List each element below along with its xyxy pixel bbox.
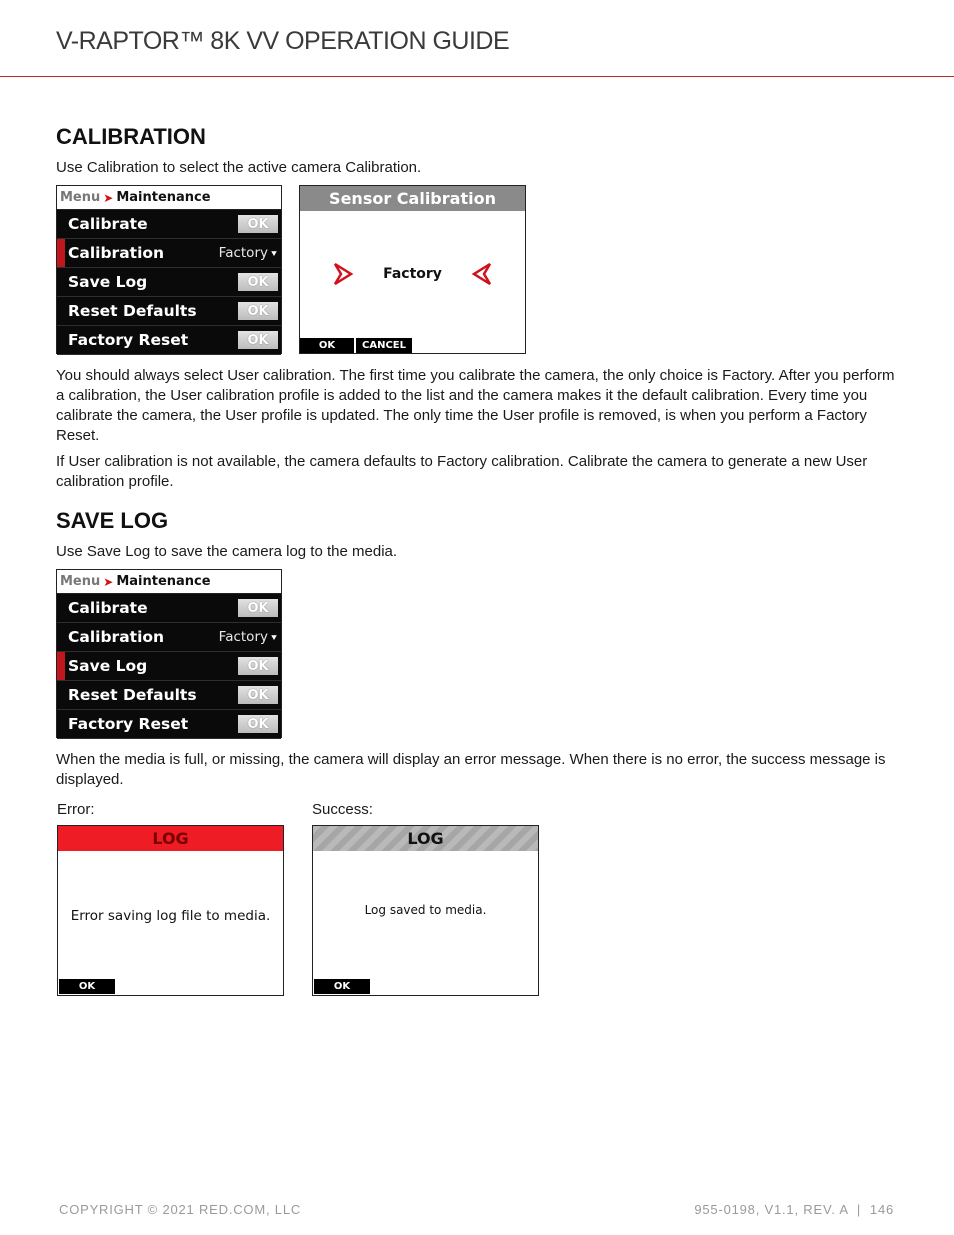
menu-item-label: Calibration (68, 628, 165, 646)
menu-item-calibration (57, 239, 281, 268)
save-log-heading: SAVE LOG (56, 508, 169, 533)
dialog-body (300, 211, 525, 337)
breadcrumb-current: Maintenance (116, 190, 211, 205)
softkey-bar (300, 338, 414, 353)
breadcrumb-menu: Menu (60, 190, 101, 205)
calibration-value: Factory ⯆ (218, 629, 278, 645)
menu-item-calibrate (57, 594, 281, 623)
menu-item-label: Reset Defaults (68, 686, 197, 704)
menu-item-label: Factory Reset (68, 715, 189, 733)
ok-softkey: OK (59, 979, 115, 994)
chevron-right-icon: ➤ (103, 190, 114, 205)
menu-item-label: Reset Defaults (68, 302, 197, 320)
calibration-intro: Use Calibration to select the active camera Calibration. (56, 159, 422, 176)
save-log-menu-screenshot (56, 569, 282, 738)
document-title: V-RAPTOR™ 8K VV OPERATION GUIDE (56, 27, 510, 55)
ok-softkey: OK (300, 338, 354, 353)
ok-button: OK (238, 686, 278, 704)
ok-button: OK (238, 215, 278, 233)
menu-item-reset-defaults (57, 297, 281, 326)
save-log-intro: Use Save Log to save the camera log to the media. (56, 543, 398, 560)
dialog-title: Sensor Calibration (300, 186, 525, 211)
arrow-right-icon (332, 262, 354, 286)
menu-item-factory-reset (57, 326, 281, 355)
menu-item-calibrate (57, 210, 281, 239)
log-error-title: LOG (58, 826, 283, 851)
arrow-left-icon (471, 262, 493, 286)
menu-item-factory-reset (57, 710, 281, 739)
menu-item-label: Calibrate (68, 215, 148, 233)
ok-button: OK (238, 302, 278, 320)
chevron-right-icon: ➤ (103, 574, 114, 589)
ok-softkey: OK (314, 979, 370, 994)
breadcrumb-menu: Menu (60, 574, 101, 589)
calibration-menu-screenshot (56, 185, 282, 354)
sensor-calibration-dialog (299, 185, 526, 354)
menu-item-label: Calibration (68, 244, 165, 262)
calibration-paragraph-2: If User calibration is not available, the camera defaults to Factory calibration. Calibrate the camera to generate a new User calibration profile. (56, 453, 868, 490)
cancel-softkey: CANCEL (356, 338, 412, 353)
menu-item-label: Calibrate (68, 599, 148, 617)
ok-button: OK (238, 715, 278, 733)
footer-copyright: COPYRIGHT © 2021 RED.COM, LLC (59, 1202, 302, 1217)
error-label: Error: (57, 801, 95, 818)
save-log-paragraph: When the media is full, or missing, the camera will display an error message. When there is no error, the success message is displayed. (56, 751, 886, 788)
menu-item-save-log (57, 652, 281, 681)
calibration-value: Factory ⯆ (218, 245, 278, 261)
calibration-heading: CALIBRATION (56, 124, 206, 149)
menu-item-calibration (57, 623, 281, 652)
log-success-message: Log saved to media. (364, 903, 487, 917)
menu-item-label: Save Log (68, 657, 148, 675)
log-error-message: Error saving log file to media. (70, 908, 271, 924)
footer-doc-ref: 955-0198, V1.1, REV. A | 146 (694, 1202, 894, 1217)
ok-button: OK (238, 331, 278, 349)
calibration-paragraph-1: You should always select User calibration. The first time you calibrate the camera, the only choice is Factory. After you perform a calibration, the User calibration profile is added to the list and the camera makes it the default calibration. Every time you calibrate the camera, the User profile is updated. The only time the User profile is removed, is when you perform a Factory Reset. (56, 367, 895, 444)
ok-button: OK (238, 657, 278, 675)
log-success-title: LOG (313, 826, 538, 851)
log-success-screen (312, 825, 539, 996)
dialog-value: Factory (383, 266, 442, 282)
breadcrumb (57, 186, 281, 210)
chevron-down-icon: ⯆ (270, 633, 278, 644)
ok-button: OK (238, 273, 278, 291)
chevron-down-icon: ⯆ (270, 249, 278, 260)
menu-item-label: Factory Reset (68, 331, 189, 349)
menu-item-label: Save Log (68, 273, 148, 291)
menu-item-save-log (57, 268, 281, 297)
success-label: Success: (312, 801, 373, 818)
breadcrumb-current: Maintenance (116, 574, 211, 589)
header-divider (0, 76, 954, 77)
log-error-screen (57, 825, 284, 996)
menu-item-reset-defaults (57, 681, 281, 710)
breadcrumb (57, 570, 281, 594)
ok-button: OK (238, 599, 278, 617)
